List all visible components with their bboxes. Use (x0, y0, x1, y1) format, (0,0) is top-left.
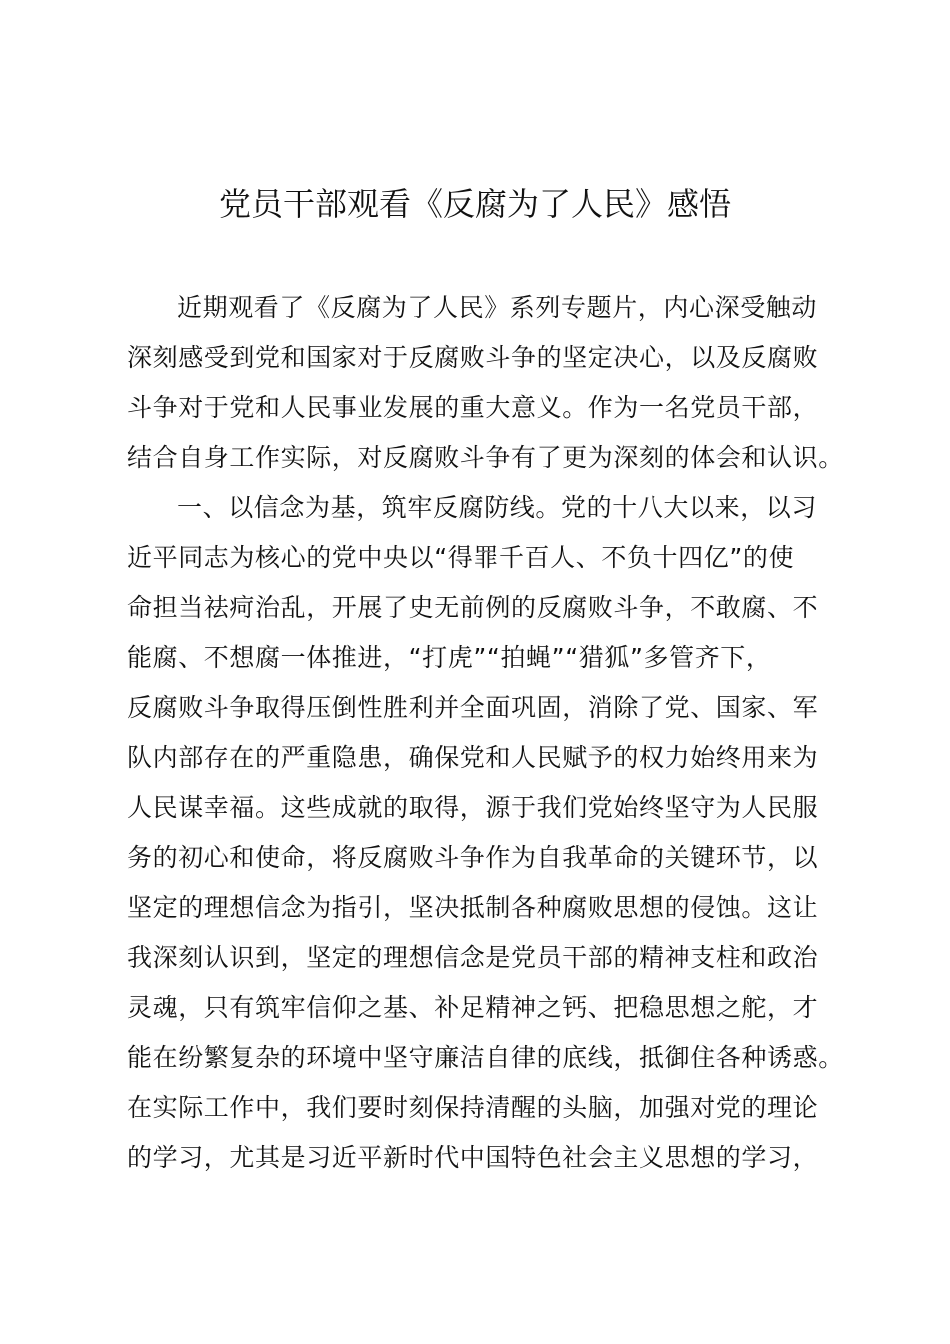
paragraph-1-line: 斗争对于党和人民事业发展的重大意义。作为一名党员干部， (127, 393, 819, 422)
document-body (127, 283, 844, 1183)
paragraph-2-line: 近平同志为核心的党中央以“得罪千百人、不负十四亿”的使 (127, 543, 795, 572)
paragraph-1-line: 结合自身工作实际，对反腐败斗争有了更为深刻的体会和认识。 (127, 443, 844, 472)
paragraph-2-line: 队内部存在的严重隐患，确保党和人民赋予的权力始终用来为 (127, 743, 819, 772)
document-title: 党员干部观看《反腐为了人民》感悟 (218, 185, 731, 223)
paragraph-2-line: 反腐败斗争取得压倒性胜利并全面巩固，消除了党、国家、军 (127, 693, 819, 722)
paragraph-2-line: 命担当祛疴治乱，开展了史无前例的反腐败斗争，不敢腐、不 (127, 593, 819, 622)
paragraph-2-line: 一、以信念为基，筑牢反腐防线。党的十八大以来，以习 (177, 493, 818, 522)
paragraph-2-line: 人民谋幸福。这些成就的取得，源于我们党始终坚守为人民服 (127, 793, 819, 822)
paragraph-2-line: 的学习，尤其是习近平新时代中国特色社会主义思想的学习， (127, 1143, 819, 1172)
paragraph-2-line: 务的初心和使命，将反腐败斗争作为自我革命的关键环节，以 (127, 843, 819, 872)
paragraph-2-line: 坚定的理想信念为指引，坚决抵制各种腐败思想的侵蚀。这让 (127, 893, 819, 922)
paragraph-2-line: 在实际工作中，我们要时刻保持清醒的头脑，加强对党的理论 (127, 1093, 819, 1122)
paragraph-2-line: 能腐、不想腐一体推进，“打虎”“拍蝇”“猎狐”多管齐下， (127, 643, 772, 672)
paragraph-2-line: 能在纷繁复杂的环境中坚守廉洁自律的底线，抵御住各种诱惑。 (127, 1043, 844, 1072)
paragraph-2-line: 灵魂，只有筑牢信仰之基、补足精神之钙、把稳思想之舵，才 (127, 993, 819, 1022)
paragraph-1-line: 深刻感受到党和国家对于反腐败斗争的坚定决心，以及反腐败 (127, 343, 819, 372)
paragraph-1-line: 近期观看了《反腐为了人民》系列专题片，内心深受触动 (177, 293, 818, 322)
paragraph-2-line: 我深刻认识到，坚定的理想信念是党员干部的精神支柱和政治 (127, 943, 819, 972)
